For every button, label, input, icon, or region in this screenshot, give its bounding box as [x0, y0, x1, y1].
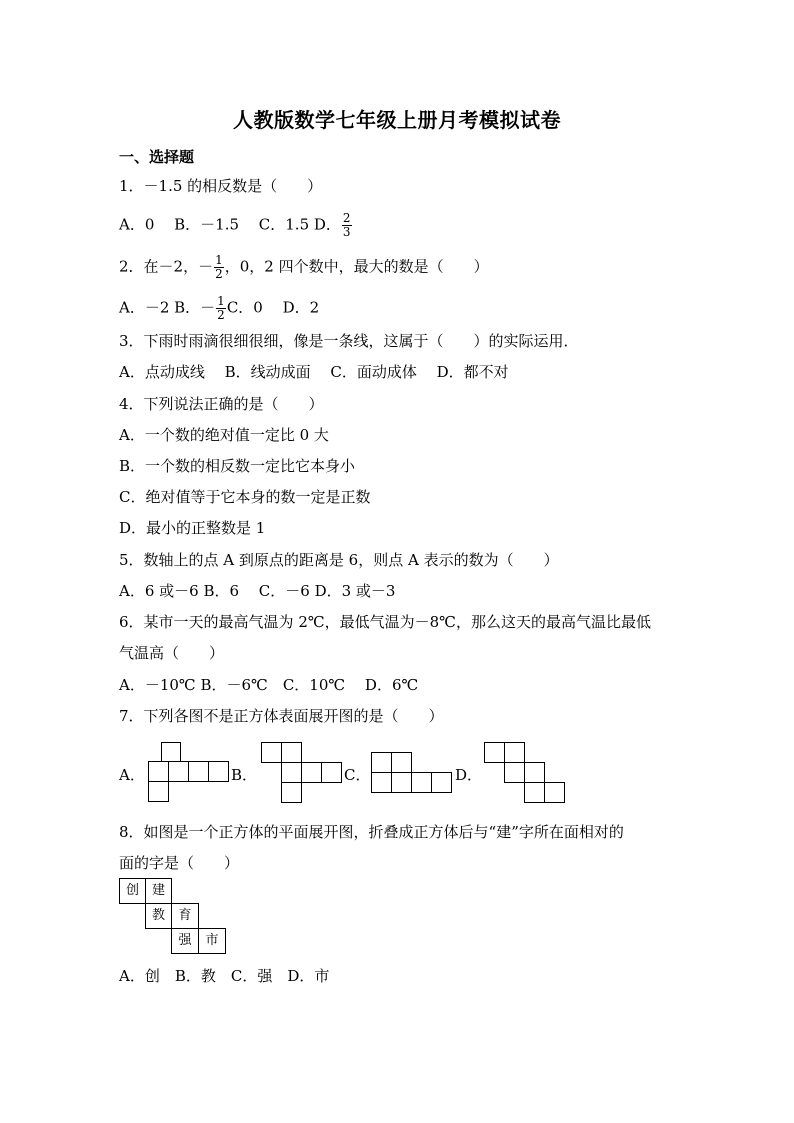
- q5-options: A．6 或－6 B．6 C．－6 D．3 或－3: [119, 582, 396, 600]
- net-b-cell: [281, 742, 302, 763]
- net-d-cell: [504, 742, 525, 763]
- q7-stem: 7．下列各图不是正方体表面展开图的是（ ）: [119, 707, 444, 725]
- net-b-cell: [321, 762, 342, 783]
- q8-options: A．创 B．教 C．强 D．市: [119, 967, 330, 985]
- q1-frac-den: 3: [342, 225, 351, 239]
- net-d-cell: [504, 762, 525, 783]
- net-a-cell: [208, 761, 229, 782]
- net-d-cell: [524, 782, 545, 803]
- net-b-cell: [261, 742, 282, 763]
- q2-options-b: C．0 D．2: [226, 298, 320, 317]
- net-d-cell: [524, 762, 545, 783]
- section-heading: 一、选择题: [119, 148, 195, 166]
- q7-label-c: C．: [344, 766, 371, 784]
- net-b-cell: [301, 762, 322, 783]
- q4-option-b: B．一个数的相反数一定比它本身小: [119, 457, 356, 475]
- net-d-cell: [484, 742, 505, 763]
- q2-options: [119, 295, 319, 322]
- net-a-cell: [161, 742, 181, 762]
- net-d-cell: [544, 782, 565, 803]
- q4-option-a: A．一个数的绝对值一定比 0 大: [119, 426, 329, 444]
- q2-stem: [119, 254, 489, 281]
- net-cell-chuang: 创: [119, 878, 146, 904]
- q7-label-d: D．: [455, 766, 483, 784]
- q2-frac-num: 1: [215, 253, 223, 267]
- q6-stem-line2: 气温高（ ）: [119, 644, 225, 662]
- q2-stem-b: ，0，2 四个数中，最大的数是（ ）: [224, 257, 489, 276]
- q2-stem-a: 2．在－2，－: [119, 257, 214, 276]
- net-b-cell: [281, 762, 302, 783]
- q3-options: A．点动成线 B．线动成面 C．面动成体 D．都不对: [119, 363, 509, 381]
- q1-options: [119, 212, 353, 239]
- net-c-cell: [391, 752, 412, 773]
- q8-stem-line2: 面的字是（ ）: [119, 854, 240, 872]
- net-c-cell: [431, 772, 452, 793]
- net-a-cell: [188, 761, 209, 782]
- q4-stem: 4．下列说法正确的是（ ）: [119, 395, 324, 413]
- net-c-cell: [371, 772, 392, 793]
- net-c-cell: [391, 772, 412, 793]
- q3-stem: 3．下雨时雨滴很细很细，像是一条线，这属于（ ）的实际运用．: [119, 332, 579, 350]
- net-cell-jiao: 教: [145, 903, 172, 929]
- q5-stem: 5．数轴上的点 A 到原点的距离是 6，则点 A 表示的数为（ ）: [119, 551, 559, 569]
- q2-fraction: [214, 254, 224, 281]
- net-a-cell: [168, 761, 189, 782]
- q7-label-a: A．: [119, 766, 145, 784]
- net-a-cell: [148, 761, 169, 782]
- net-cell-shi: 市: [198, 928, 226, 954]
- net-a-cell: [148, 781, 169, 802]
- q1-fraction: [342, 212, 352, 239]
- net-c-cell: [371, 752, 392, 773]
- net-c-cell: [411, 772, 432, 793]
- page-title: 人教版数学七年级上册月考模拟试卷: [233, 108, 561, 132]
- q4-option-d: D．最小的正整数是 1: [119, 519, 266, 537]
- q2-opt-frac-den: 2: [217, 308, 225, 322]
- q6-options: A．－10℃ B．－6℃ C．10℃ D．6℃: [119, 676, 419, 694]
- q4-option-c: C．绝对值等于它本身的数一定是正数: [119, 488, 371, 506]
- net-cell-yu: 育: [171, 903, 199, 929]
- q2-frac-den: 2: [215, 267, 223, 281]
- q1-options-text: A．0 B．－1.5 C．1.5 D．: [119, 215, 341, 234]
- q7-label-b: B．: [231, 766, 258, 784]
- q8-stem-line1: 8．如图是一个正方体的平面展开图，折叠成正方体后与“建”字所在面相对的: [119, 823, 624, 841]
- q2-option-fraction: [216, 295, 226, 322]
- q1-frac-num: 2: [342, 211, 351, 225]
- net-cell-jian: 建: [145, 878, 172, 904]
- net-b-cell: [281, 782, 302, 803]
- q1-stem: 1．－1.5 的相反数是（ ）: [119, 177, 323, 195]
- net-cell-qiang: 强: [171, 928, 199, 954]
- q2-options-a: A．－2 B．－: [119, 298, 216, 317]
- q6-stem-line1: 6．某市一天的最高气温为 2℃，最低气温为－8℃，那么这天的最高气温比最低: [119, 613, 651, 631]
- q2-opt-frac-num: 1: [217, 294, 225, 308]
